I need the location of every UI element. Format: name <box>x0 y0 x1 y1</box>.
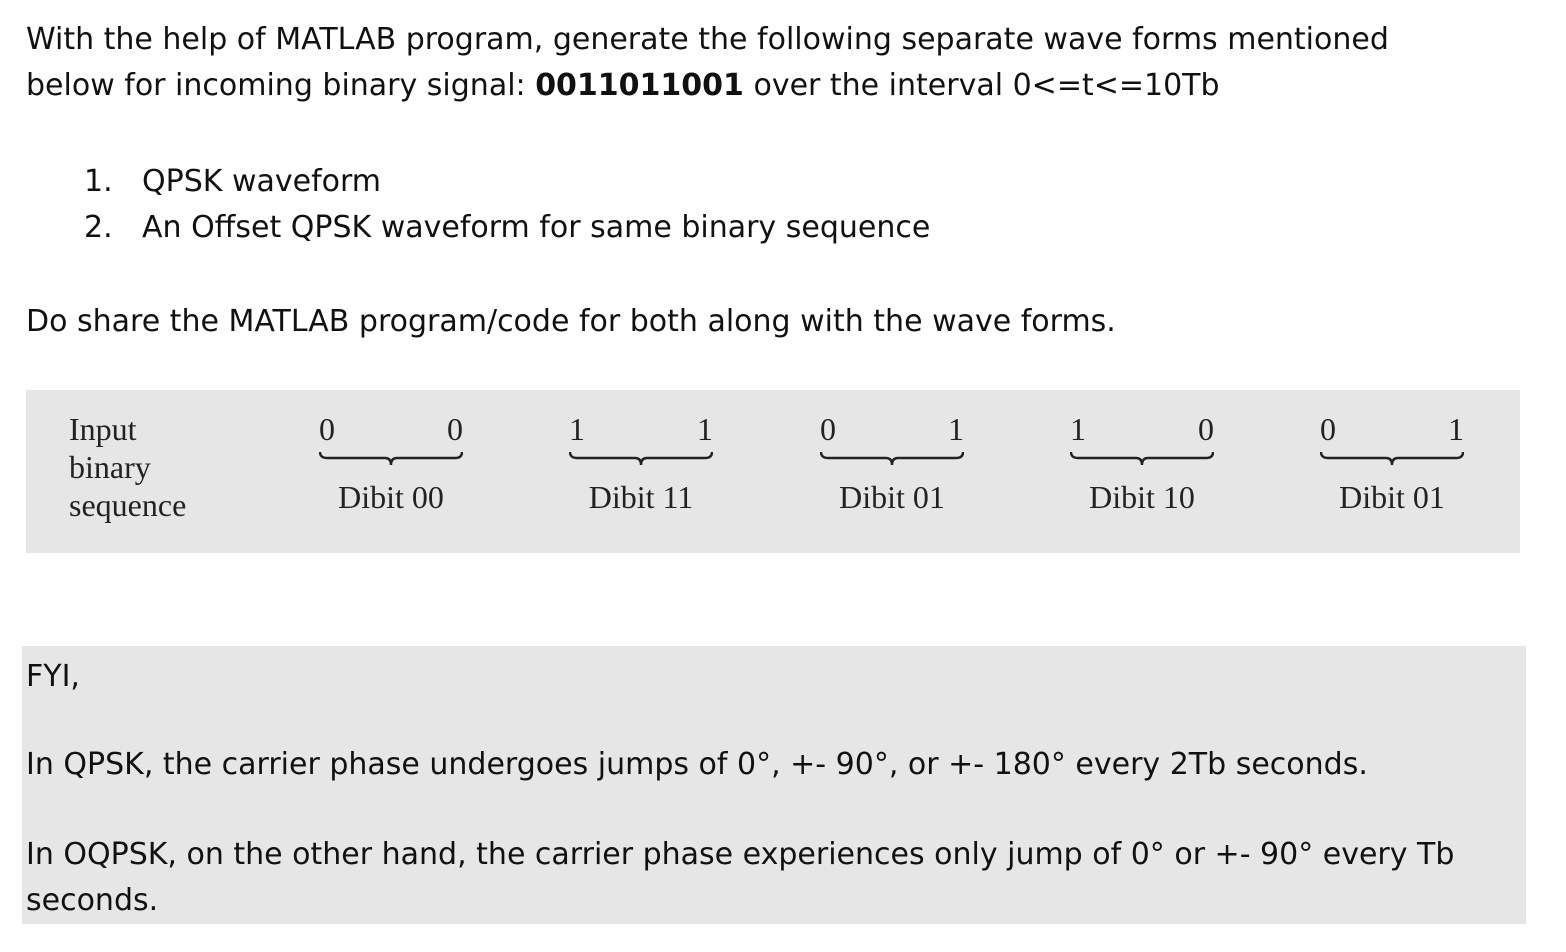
sequence-label-line: binary <box>69 449 151 485</box>
sequence-label <box>69 410 186 524</box>
dibit-group <box>319 410 463 540</box>
dibit-second-bit: 1 <box>697 411 713 447</box>
sequence-label-line: Input <box>69 411 137 447</box>
dibit-first-bit: 0 <box>319 411 335 447</box>
dibit-second-bit: 1 <box>948 411 964 447</box>
curly-brace-icon <box>319 450 463 468</box>
intro-line-2-suffix: over the interval 0<=t<=10Tb <box>743 68 1220 103</box>
binary-signal: 0011011001 <box>535 68 744 103</box>
sequence-label-line: sequence <box>69 487 187 523</box>
task-item <box>84 159 930 205</box>
intro-line-1: With the help of MATLAB program, generate the following separate wave forms mentioned <box>26 22 1389 57</box>
dibit-group <box>1070 410 1214 540</box>
oqpsk-note <box>26 832 1454 924</box>
dibit-group <box>820 410 964 540</box>
task-item <box>84 205 930 251</box>
dibit-group <box>569 410 713 540</box>
dibit-label: Dibit 11 <box>588 479 694 515</box>
dibit-first-bit: 0 <box>1320 411 1336 447</box>
task-list <box>84 159 930 251</box>
dibit-label: Dibit 00 <box>338 479 444 515</box>
dibit-first-bit: 1 <box>1070 411 1086 447</box>
dibit-label: Dibit 01 <box>1339 479 1445 515</box>
intro-line-2-prefix: below for incoming binary signal: <box>26 68 536 103</box>
qpsk-note: In QPSK, the carrier phase undergoes jumps of 0°, +- 90°, or +- 180° every 2Tb seconds. <box>26 747 1368 782</box>
task-number: 2. <box>84 210 113 245</box>
curly-brace-icon <box>820 450 964 468</box>
oqpsk-note-line-1: In OQPSK, on the other hand, the carrier phase experiences only jump of 0° or +- 90° every Tb <box>26 837 1455 872</box>
dibit-first-bit: 0 <box>820 411 836 447</box>
share-instruction: Do share the MATLAB program/code for both along with the wave forms. <box>26 304 1116 339</box>
fyi-note-box <box>22 646 1526 924</box>
dibit-label: Dibit 01 <box>839 479 945 515</box>
dibit-second-bit: 1 <box>1448 411 1464 447</box>
task-text: QPSK waveform <box>142 164 382 199</box>
task-text: An Offset QPSK waveform for same binary sequence <box>142 210 931 245</box>
dibit-first-bit: 1 <box>569 411 585 447</box>
question-intro <box>26 17 1389 109</box>
dibit-second-bit: 0 <box>1198 411 1214 447</box>
dibit-second-bit: 0 <box>447 411 463 447</box>
dibit-label: Dibit 10 <box>1089 479 1195 515</box>
curly-brace-icon <box>1070 450 1214 468</box>
fyi-title: FYI, <box>26 659 80 694</box>
binary-sequence-figure <box>26 390 1520 553</box>
dibit-group <box>1320 410 1464 540</box>
task-number: 1. <box>84 164 113 199</box>
curly-brace-icon <box>1320 450 1464 468</box>
oqpsk-note-line-2: seconds. <box>26 883 159 918</box>
curly-brace-icon <box>569 450 713 468</box>
